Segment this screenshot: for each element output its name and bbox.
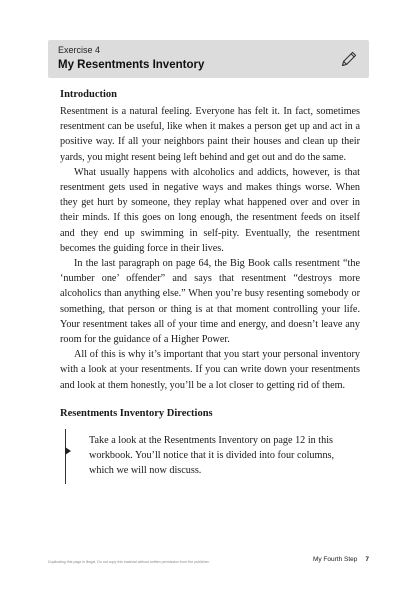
- directions-heading: Resentments Inventory Directions: [60, 407, 213, 419]
- exercise-banner: [48, 40, 369, 78]
- introduction-paragraph-2: What usually happens with alcoholics and addicts, however, is that resentment gets used in negative ways and makes things worse. When they get hurt by someone, they replay what happened over and over in their minds. If this goes on long enough, the resentment feeds on itself and they end up swimming in self-pity. Eventually, the resentment becomes the guiding force in their lives.: [60, 166, 360, 254]
- running-footer: [313, 556, 369, 563]
- exercise-title: My Resentments Inventory: [58, 59, 205, 71]
- main-content: [60, 87, 360, 484]
- callout-arrow-icon: [65, 447, 71, 455]
- page-number: 7: [365, 556, 369, 563]
- introduction-heading: Introduction: [60, 89, 117, 100]
- introduction-paragraph-1: Resentment is a natural feeling. Everyone has felt it. In fact, sometimes resentment can be useful, like when it makes a person get up and act in a positive way. If all your neighbors paint their houses and clean up their yards, you might resent being left behind and get out and do the same.: [60, 106, 360, 163]
- introduction-paragraph-4: All of this is why it’s important that you start your personal inventory with a look at your resentments. If you can write down your resentments and look at them honestly, you’ll be a lot closer to getting rid of them.: [60, 349, 360, 391]
- exercise-number: Exercise 4: [58, 45, 101, 55]
- pencil-icon: [339, 49, 359, 69]
- introduction-paragraph-3: In the last paragraph on page 64, the Big Book calls resentment “the ‘number one’ offender” and says that resentment “destroys more alcoholics than anything else.” When you’re busy resenting somebody or something, that person or thing is at that moment controlling your life. Your resentment takes all of your time and energy, and doesn’t leave any room for the guidance of a Higher Power.: [60, 258, 360, 346]
- running-title: My Fourth Step: [312, 556, 358, 563]
- directions-callout-text: Take a look at the Resentments Inventory on page 12 in this workbook. You’ll notice that it is divided into four columns, which we will now discuss.: [89, 434, 335, 477]
- copyright-notice: Duplicating this page is illegal. Do not copy this material without written permission from the publisher.: [48, 560, 210, 564]
- directions-callout: [65, 429, 339, 485]
